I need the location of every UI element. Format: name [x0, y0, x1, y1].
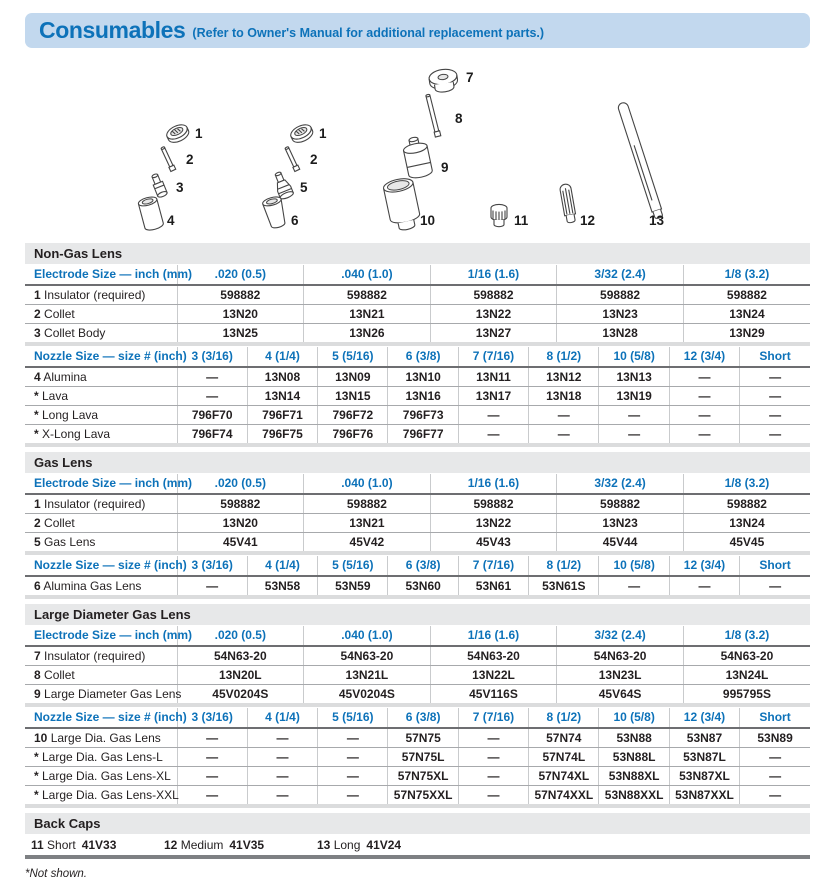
column-header: .040 (1.0)	[304, 626, 431, 646]
part-number-cell: —	[458, 767, 528, 786]
short-back-cap-icon	[491, 204, 507, 226]
part-number-cell: 13N22L	[430, 666, 557, 685]
column-header: .040 (1.0)	[304, 474, 431, 494]
item-label: 2 Collet	[25, 305, 177, 324]
large-insulator-icon	[428, 68, 459, 94]
parts-diagram	[25, 50, 810, 240]
part-number-cell: 57N75L	[388, 748, 458, 767]
table-row	[25, 305, 810, 324]
part-number-cell: 13N22	[430, 514, 557, 533]
part-number-cell: 53N58	[247, 576, 317, 597]
part-number-cell: —	[177, 367, 247, 387]
part-number-cell: 598882	[177, 285, 304, 305]
part-number-cell: —	[247, 786, 317, 807]
item-label: 1 Insulator (required)	[25, 494, 177, 514]
table-row	[25, 406, 810, 425]
part-number-cell: 53N89	[740, 728, 810, 748]
part-number: 41V35	[229, 838, 265, 852]
callout-6: 6	[291, 213, 299, 228]
part-number-cell: 796F76	[318, 425, 388, 446]
callout-4: 4	[167, 213, 175, 228]
part-number-cell: 13N29	[683, 324, 810, 345]
callout-13: 13	[649, 213, 665, 228]
column-header-label: Electrode Size — inch (mm)	[25, 626, 177, 646]
callout-2: 2	[186, 152, 194, 167]
part-number-cell: —	[529, 425, 599, 446]
part-number-cell: 598882	[304, 494, 431, 514]
gas-lens-nozzle-icon	[262, 195, 288, 229]
table-row	[25, 367, 810, 387]
part-number-cell: 598882	[177, 494, 304, 514]
part-number-cell: —	[529, 406, 599, 425]
part-number-cell: 13N15	[318, 387, 388, 406]
table-row	[25, 748, 810, 767]
part-number-cell: —	[669, 367, 739, 387]
section-gas-lens	[25, 452, 810, 599]
part-number-cell: 13N08	[247, 367, 317, 387]
column-header: 5 (5/16)	[318, 347, 388, 367]
part-number-cell: 598882	[430, 285, 557, 305]
long-back-cap-icon	[617, 101, 664, 219]
item-label: * Lava	[25, 387, 177, 406]
section-title-non-gas-lens: Non-Gas Lens	[25, 243, 810, 264]
part-number-cell: —	[318, 786, 388, 807]
item-label: 1 Insulator (required)	[25, 285, 177, 305]
item-number: *	[34, 788, 39, 802]
column-header: 3 (3/16)	[177, 556, 247, 576]
item-label: 2 Collet	[25, 514, 177, 533]
part-number-cell: 57N75XL	[388, 767, 458, 786]
column-header: 1/8 (3.2)	[683, 265, 810, 285]
column-header: 8 (1/2)	[529, 556, 599, 576]
part-number-cell: 45V0204S	[304, 685, 431, 706]
item-number: 7	[34, 649, 41, 663]
item-number: 4	[34, 370, 41, 384]
part-number-cell: 53N61	[458, 576, 528, 597]
column-header-label: Electrode Size — inch (mm)	[25, 474, 177, 494]
parts-table	[25, 626, 810, 707]
medium-back-cap-icon	[559, 183, 577, 223]
item-number: *	[34, 750, 39, 764]
table-row	[25, 494, 810, 514]
part-number-cell: 45V0204S	[177, 685, 304, 706]
callout-10: 10	[420, 213, 436, 228]
column-header-label: Nozzle Size — size # (inch)	[25, 347, 177, 367]
table-header-row	[25, 708, 810, 728]
part-number-cell: —	[669, 387, 739, 406]
column-header: 12 (3/4)	[669, 556, 739, 576]
item-number: 10	[34, 731, 48, 745]
part-number-cell: 13N20	[177, 514, 304, 533]
part-number-cell: 13N21	[304, 305, 431, 324]
parts-table	[25, 347, 810, 447]
column-header: 6 (3/8)	[388, 347, 458, 367]
table-row	[25, 767, 810, 786]
item-number: *	[34, 427, 39, 441]
item-label: 4 Alumina	[25, 367, 177, 387]
column-header: 8 (1/2)	[529, 347, 599, 367]
item-label: * Large Dia. Gas Lens-XXL	[25, 786, 177, 807]
part-number-cell: 53N87	[669, 728, 739, 748]
column-header: 3 (3/16)	[177, 347, 247, 367]
part-number-cell: —	[599, 425, 669, 446]
section-back-caps	[25, 813, 810, 859]
part-number-cell: 13N24	[683, 514, 810, 533]
part-number-cell: —	[177, 387, 247, 406]
part-number-cell: 53N87L	[669, 748, 739, 767]
part-number-cell: —	[458, 786, 528, 807]
part-number-cell: 13N25	[177, 324, 304, 345]
callout-3: 3	[176, 180, 184, 195]
table-header-row	[25, 265, 810, 285]
part-number-cell: 53N88	[599, 728, 669, 748]
part-number-cell: 13N20L	[177, 666, 304, 685]
large-nozzle-icon	[382, 176, 422, 232]
part-number-cell: 598882	[304, 285, 431, 305]
part-number-cell: —	[247, 748, 317, 767]
part-number-cell: 598882	[430, 494, 557, 514]
part-number-cell: 13N11	[458, 367, 528, 387]
part-number-cell: 57N75XXL	[388, 786, 458, 807]
column-header-label: Nozzle Size — size # (inch)	[25, 708, 177, 728]
part-number-cell: 13N24	[683, 305, 810, 324]
item-label: 8 Collet	[25, 666, 177, 685]
part-number-cell: 53N87XXL	[669, 786, 739, 807]
part-number-cell: —	[177, 748, 247, 767]
item-number: 1	[34, 288, 41, 302]
item-number: 6	[34, 579, 41, 593]
collet-body-icon	[150, 173, 168, 199]
part-number-cell: 57N75	[388, 728, 458, 748]
column-header: 6 (3/8)	[388, 556, 458, 576]
column-header: 8 (1/2)	[529, 708, 599, 728]
back-caps-row	[25, 835, 810, 859]
table-row	[25, 514, 810, 533]
item-number: 2	[34, 516, 41, 530]
callout-1b: 1	[319, 126, 327, 141]
column-header: 3/32 (2.4)	[557, 626, 684, 646]
column-header: Short	[740, 347, 810, 367]
column-header: .020 (0.5)	[177, 474, 304, 494]
column-header: .040 (1.0)	[304, 265, 431, 285]
column-header: 3/32 (2.4)	[557, 474, 684, 494]
item-number: 11	[31, 838, 44, 852]
item-label: 7 Insulator (required)	[25, 646, 177, 666]
column-header: 10 (5/8)	[599, 347, 669, 367]
back-cap-item: 12 Medium 41V35	[164, 838, 265, 852]
part-number-cell: 53N59	[318, 576, 388, 597]
part-number-cell: 45V64S	[557, 685, 684, 706]
insulator-icon	[164, 122, 190, 145]
part-number-cell: 13N27	[430, 324, 557, 345]
item-number: *	[34, 408, 39, 422]
item-label: * Long Lava	[25, 406, 177, 425]
table-row	[25, 533, 810, 554]
part-number-cell: 45V116S	[430, 685, 557, 706]
large-collet-icon	[425, 94, 441, 137]
part-number-cell: 45V44	[557, 533, 684, 554]
part-number-cell: 13N28	[557, 324, 684, 345]
parts-table	[25, 265, 810, 346]
column-header-label: Electrode Size — inch (mm)	[25, 265, 177, 285]
table-row	[25, 425, 810, 446]
part-number-cell: 13N14	[247, 387, 317, 406]
part-number-cell: 57N74	[529, 728, 599, 748]
part-number-cell: —	[177, 786, 247, 807]
part-number: 41V33	[81, 838, 117, 852]
item-number: 3	[34, 326, 41, 340]
item-label: 5 Gas Lens	[25, 533, 177, 554]
part-number-cell: 13N17	[458, 387, 528, 406]
table-row	[25, 324, 810, 345]
part-number-cell: —	[458, 425, 528, 446]
callout-5: 5	[300, 180, 308, 195]
column-header: Short	[740, 556, 810, 576]
column-header: 3/32 (2.4)	[557, 265, 684, 285]
part-number-cell: 57N74XL	[529, 767, 599, 786]
item-label: * Large Dia. Gas Lens-L	[25, 748, 177, 767]
part-number-cell: 13N21L	[304, 666, 431, 685]
column-header: 1/16 (1.6)	[430, 626, 557, 646]
sections-container	[25, 243, 810, 808]
table-row	[25, 576, 810, 597]
part-number-cell: 53N61S	[529, 576, 599, 597]
column-header: 12 (3/4)	[669, 708, 739, 728]
part-number-cell: 45V43	[430, 533, 557, 554]
part-number-cell: 995795S	[683, 685, 810, 706]
insulator-icon	[288, 122, 314, 145]
collet-icon	[284, 146, 300, 171]
column-header: 1/8 (3.2)	[683, 626, 810, 646]
column-header: 1/16 (1.6)	[430, 265, 557, 285]
part-number-cell: 54N63-20	[557, 646, 684, 666]
section-title-large-diameter-gas-lens: Large Diameter Gas Lens	[25, 604, 810, 625]
table-row	[25, 728, 810, 748]
part-number-cell: —	[177, 576, 247, 597]
part-number-cell: —	[458, 728, 528, 748]
alumina-nozzle-icon	[137, 195, 164, 231]
part-number-cell: —	[740, 406, 810, 425]
part-number-cell: 13N23	[557, 305, 684, 324]
footnote: *Not shown.	[25, 868, 88, 880]
back-cap-item: 13 Long 41V24	[317, 838, 402, 852]
part-number-cell: —	[318, 767, 388, 786]
page-subtitle: (Refer to Owner's Manual for additional replacement parts.)	[192, 25, 545, 40]
part-number-cell: 796F74	[177, 425, 247, 446]
callout-1: 1	[195, 126, 203, 141]
gas-lens-icon	[271, 170, 294, 200]
part-number-cell: 13N18	[529, 387, 599, 406]
part-number-cell: —	[740, 425, 810, 446]
column-header: 4 (1/4)	[247, 347, 317, 367]
part-number-cell: 13N26	[304, 324, 431, 345]
collet-icon	[160, 146, 176, 171]
part-number-cell: 796F72	[318, 406, 388, 425]
part-number-cell: —	[247, 728, 317, 748]
column-header: 7 (7/16)	[458, 347, 528, 367]
part-number-cell: —	[669, 425, 739, 446]
parts-table	[25, 474, 810, 555]
item-label: 10 Large Dia. Gas Lens	[25, 728, 177, 748]
table-header-row	[25, 474, 810, 494]
column-header: .020 (0.5)	[177, 626, 304, 646]
callout-2b: 2	[310, 152, 318, 167]
table-row	[25, 285, 810, 305]
part-number-cell: —	[599, 406, 669, 425]
part-number-cell: 53N88L	[599, 748, 669, 767]
part-number-cell: 796F77	[388, 425, 458, 446]
item-label: 9 Large Diameter Gas Lens	[25, 685, 177, 706]
part-number-cell: —	[740, 367, 810, 387]
callout-9: 9	[441, 160, 449, 175]
item-number: 1	[34, 497, 41, 511]
part-number: 41V24	[366, 838, 402, 852]
part-number-cell: 13N24L	[683, 666, 810, 685]
item-number: 9	[34, 687, 41, 701]
part-number-cell: 54N63-20	[430, 646, 557, 666]
part-number-cell: 45V41	[177, 533, 304, 554]
part-number-cell: —	[458, 406, 528, 425]
column-header: 7 (7/16)	[458, 708, 528, 728]
part-number-cell: 53N60	[388, 576, 458, 597]
column-header: 5 (5/16)	[318, 556, 388, 576]
section-title-back-caps: Back Caps	[25, 813, 810, 834]
part-number-cell: 796F70	[177, 406, 247, 425]
item-label: * Large Dia. Gas Lens-XL	[25, 767, 177, 786]
part-number-cell: 45V45	[683, 533, 810, 554]
column-header: 3 (3/16)	[177, 708, 247, 728]
column-header: 12 (3/4)	[669, 347, 739, 367]
part-number-cell: —	[740, 786, 810, 807]
table-row	[25, 685, 810, 706]
part-number-cell: 796F73	[388, 406, 458, 425]
part-number-cell: 796F75	[247, 425, 317, 446]
large-gas-lens-icon	[401, 135, 433, 180]
callout-7: 7	[466, 70, 474, 85]
part-number-cell: —	[318, 728, 388, 748]
back-cap-item: 11 Short 41V33	[31, 838, 117, 852]
column-header-label: Nozzle Size — size # (inch)	[25, 556, 177, 576]
part-number-cell: 54N63-20	[304, 646, 431, 666]
part-number-cell: 13N13	[599, 367, 669, 387]
part-number-cell: 54N63-20	[177, 646, 304, 666]
part-number-cell: 53N88XL	[599, 767, 669, 786]
part-number-cell: —	[599, 576, 669, 597]
section-title-gas-lens: Gas Lens	[25, 452, 810, 473]
page-header	[25, 13, 810, 48]
item-number: *	[34, 389, 39, 403]
part-number-cell: 13N09	[318, 367, 388, 387]
section-large-diameter-gas-lens	[25, 604, 810, 808]
table-header-row	[25, 347, 810, 367]
table-row	[25, 387, 810, 406]
column-header: 4 (1/4)	[247, 556, 317, 576]
column-header: 5 (5/16)	[318, 708, 388, 728]
column-header: 10 (5/8)	[599, 556, 669, 576]
part-number-cell: 598882	[683, 285, 810, 305]
part-number-cell: —	[740, 576, 810, 597]
part-number-cell: —	[318, 748, 388, 767]
part-number-cell: 54N63-20	[683, 646, 810, 666]
item-number: 13	[317, 838, 331, 852]
part-number-cell: —	[669, 576, 739, 597]
callout-11: 11	[514, 213, 529, 228]
table-row	[25, 666, 810, 685]
column-header: 1/16 (1.6)	[430, 474, 557, 494]
part-number-cell: 598882	[683, 494, 810, 514]
item-label: 3 Collet Body	[25, 324, 177, 345]
part-number-cell: 598882	[557, 285, 684, 305]
tables-area	[25, 243, 810, 880]
part-number-cell: 598882	[557, 494, 684, 514]
column-header: 6 (3/8)	[388, 708, 458, 728]
column-header: 10 (5/8)	[599, 708, 669, 728]
part-number-cell: —	[177, 767, 247, 786]
part-number-cell: —	[669, 406, 739, 425]
part-number-cell: 13N21	[304, 514, 431, 533]
column-header: Short	[740, 708, 810, 728]
column-header: .020 (0.5)	[177, 265, 304, 285]
item-label: 6 Alumina Gas Lens	[25, 576, 177, 597]
part-number-cell: 53N88XXL	[599, 786, 669, 807]
part-number-cell: 57N74XXL	[529, 786, 599, 807]
part-number-cell: —	[458, 748, 528, 767]
callout-12: 12	[580, 213, 596, 228]
parts-table	[25, 708, 810, 808]
callout-8: 8	[455, 111, 463, 126]
part-number-cell: —	[247, 767, 317, 786]
table-header-row	[25, 556, 810, 576]
part-number-cell: —	[740, 387, 810, 406]
item-number: *	[34, 769, 39, 783]
item-label: * X-Long Lava	[25, 425, 177, 446]
part-number-cell: 13N23L	[557, 666, 684, 685]
part-number-cell: 13N10	[388, 367, 458, 387]
item-number: 5	[34, 535, 41, 549]
part-number-cell: 13N16	[388, 387, 458, 406]
part-number-cell: —	[740, 767, 810, 786]
column-header: 7 (7/16)	[458, 556, 528, 576]
part-number-cell: 45V42	[304, 533, 431, 554]
part-number-cell: 13N20	[177, 305, 304, 324]
column-header: 1/8 (3.2)	[683, 474, 810, 494]
part-number-cell: 53N87XL	[669, 767, 739, 786]
part-number-cell: 796F71	[247, 406, 317, 425]
section-non-gas-lens	[25, 243, 810, 447]
part-number-cell: 13N12	[529, 367, 599, 387]
item-number: 12	[164, 838, 178, 852]
page-title: Consumables	[39, 17, 186, 43]
part-number-cell: 13N23	[557, 514, 684, 533]
part-number-cell: —	[740, 748, 810, 767]
column-header: 4 (1/4)	[247, 708, 317, 728]
table-row	[25, 786, 810, 807]
part-number-cell: 13N19	[599, 387, 669, 406]
parts-table	[25, 556, 810, 599]
part-number-cell: —	[177, 728, 247, 748]
table-row	[25, 646, 810, 666]
part-number-cell: 57N74L	[529, 748, 599, 767]
table-header-row	[25, 626, 810, 646]
item-number: 2	[34, 307, 41, 321]
part-number-cell: 13N22	[430, 305, 557, 324]
item-number: 8	[34, 668, 41, 682]
